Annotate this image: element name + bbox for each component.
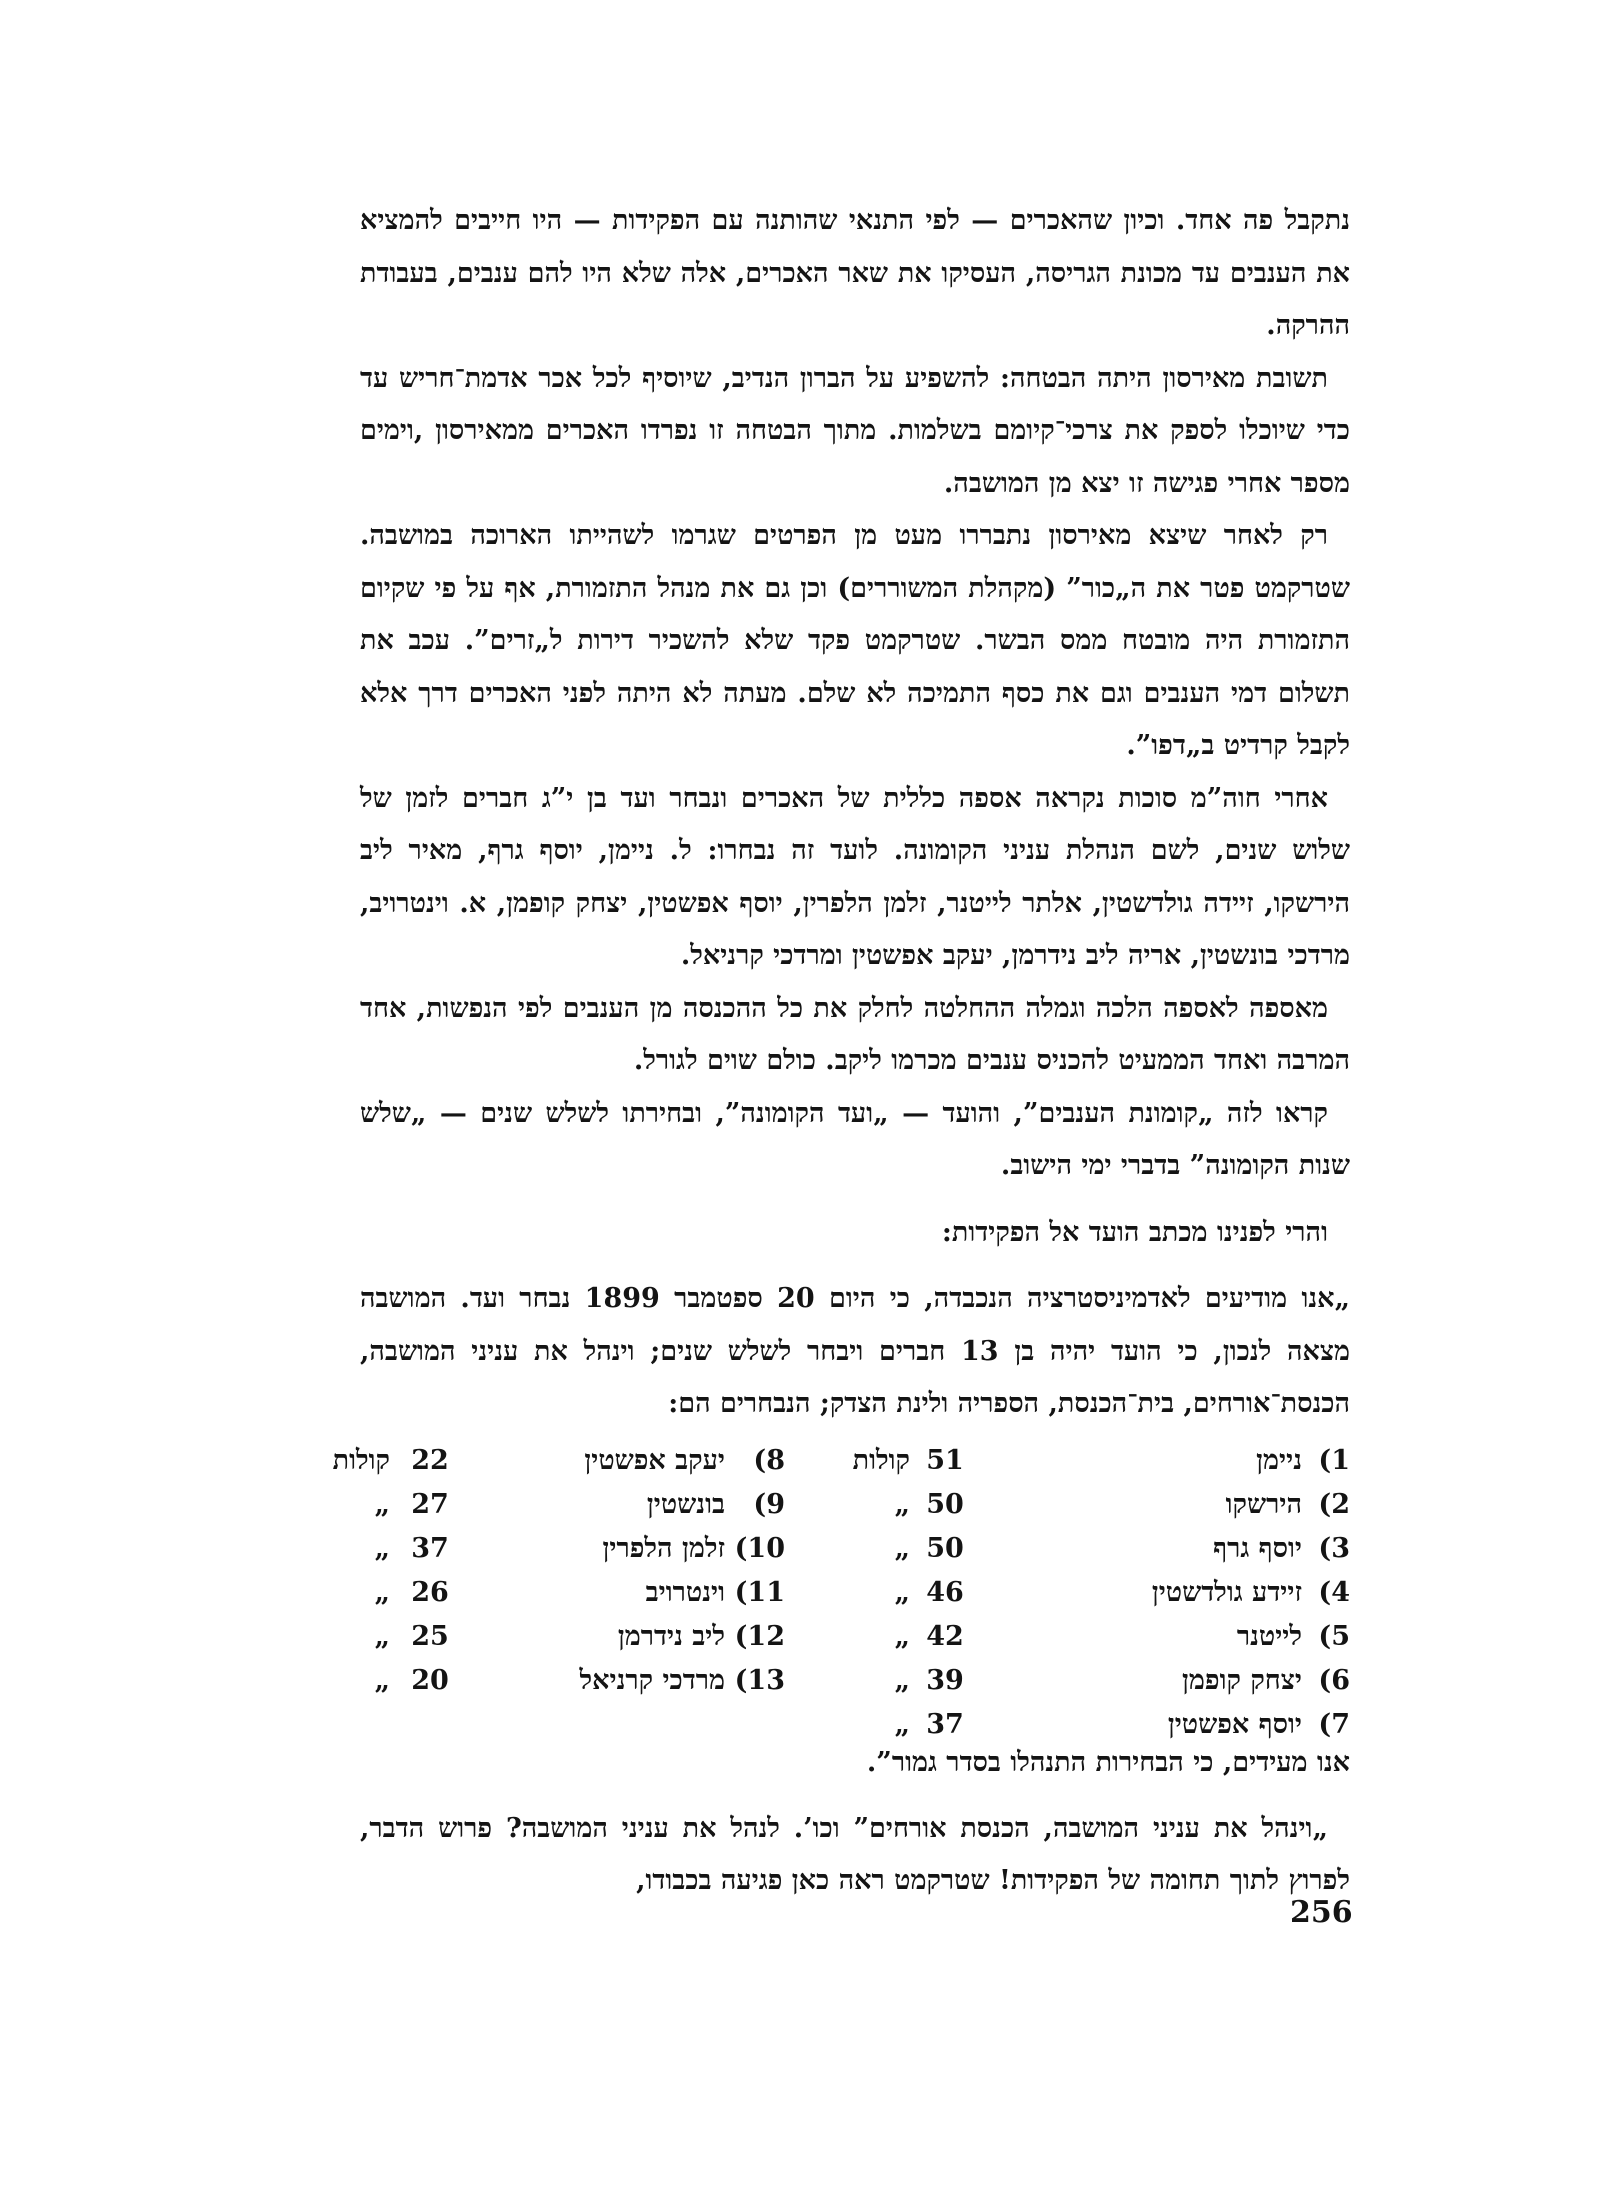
vote-count: 27: [411, 1488, 449, 1520]
ditto-mark: „: [894, 1488, 910, 1520]
paragraph-5: מאספה לאספה הלכה וגמלה ההחלטה לחלק את כל ההכנסה מן הענבים לפי הנפשות, אחד המרבה ואחד הממעיט להכניס ענבים מכרמו ליקב. כולם שוים לגורל.: [360, 992, 1350, 1076]
ditto-mark: „: [894, 1620, 910, 1652]
candidate-name: מרדכי קרניאל: [579, 1664, 725, 1696]
result-number: 6): [1318, 1664, 1350, 1696]
vote-count: 37: [926, 1708, 964, 1740]
result-number: 2): [1318, 1488, 1350, 1520]
candidate-name: זיידע גולדשטין: [1151, 1576, 1302, 1608]
ditto-mark: „: [894, 1708, 910, 1740]
paragraph-1: נתקבל פה אחד. וכיון שהאכרים — לפי התנאי שהותנה עם הפקידות — היו חייבים להמציא את הענבים עד מכונת הגריסה, העסיקו את שאר האכרים, אלה שלא היו להם ענבים, בעבודת ההרקה.: [360, 205, 1350, 341]
result-number: 13): [734, 1664, 785, 1696]
election-results: [332, 1435, 1350, 1785]
vote-count: 50: [926, 1488, 964, 1520]
result-number: 4): [1318, 1576, 1350, 1608]
votes-label: קולות: [332, 1444, 390, 1476]
ditto-mark: „: [374, 1488, 390, 1520]
ditto-mark: „: [374, 1576, 390, 1608]
ditto-mark: „: [374, 1532, 390, 1564]
ditto-mark: „: [374, 1664, 390, 1696]
result-number: 5): [1318, 1620, 1350, 1652]
page-number: 256: [1290, 1895, 1353, 1930]
candidate-name: יוסף אפשטין: [1167, 1708, 1302, 1740]
paragraph-2: תשובת מאירסון היתה הבטחה: להשפיע על הברון הנדיב, שיוסיף לכל אכר אדמת־חריש עד כדי שיוכלו לספק את צרכי־קיומם בשלמות. מתוך הבטחה זו נפרדו האכרים ממאירסון ,וימים מספר אחרי פגישה זו יצא מן המושבה.: [360, 362, 1350, 499]
vote-count: 50: [926, 1532, 964, 1564]
result-number: 3): [1318, 1532, 1350, 1564]
closing-line: אנו מעידים, כי הבחירות התנהלו בסדר גמור”.: [866, 1746, 1350, 1778]
paragraph-3: רק לאחר שיצא מאירסון נתבררו מעט מן הפרטים שגרמו לשהייתו הארוכה במושבה. שטרקמט פטר את ה„כור” (מקהלת המשוררים) וכן גם את מנהל התזמורת, אף על פי שקיום התזמורת היה מובטח ממס הבשר. שטרקמט פקד שלא להשכיר דירות ל„זרים”. עכב את תשלום דמי הענבים וגם את כסף התמיכה לא שלם. מעתה לא היתה לפני האכרים דרך אלא לקבל קרדיט ב„דפו”.: [360, 520, 1350, 761]
result-number: 11): [734, 1576, 785, 1608]
paragraph-6: קראו לזה „קומונת הענבים”, והועד — „ועד הקומונה”, ובחירתו לשלש שנים — „שלש שנות הקומונה” בדברי ימי הישוב.: [360, 1097, 1350, 1181]
result-number: 8): [753, 1444, 785, 1476]
result-number: 7): [1318, 1708, 1350, 1740]
letter-quote: „אנו מודיעים לאדמיניסטרציה הנכבדה, כי היום 20 ספטמבר 1899 נבחר ועד. המושבה מצאה לנכון, כי הועד יהיה בן 13 חברים ויבחר לשלש שנים; וינהל את עניני המושבה, הכנסת־אורחים, בית־הכנסת, הספריה ולינת הצדק; הנבחרים הם:: [360, 1283, 1351, 1419]
vote-count: 42: [926, 1620, 964, 1652]
candidate-name: ליב נידרמן: [617, 1620, 725, 1652]
vote-count: 20: [411, 1664, 449, 1696]
result-row: [360, 1567, 1350, 1611]
vote-count: 26: [411, 1576, 449, 1608]
final-paragraph: „וינהל את עניני המושבה, הכנסת אורחים” וכו’. לנהל את עניני המושבה? פרוש הדבר, לפרוץ לתוך תחומה של הפקידות! שטרקמט ראה כאן פגיעה בכבודו,: [360, 1812, 1350, 1896]
candidate-name: וינטרויב: [645, 1576, 725, 1608]
candidate-name: זלמן הלפרין: [602, 1532, 725, 1564]
votes-label: קולות: [852, 1444, 910, 1476]
vote-count: 37: [411, 1532, 449, 1564]
result-number: 9): [753, 1488, 785, 1520]
result-number: 10): [734, 1532, 785, 1564]
candidate-name: הירשקו: [1225, 1488, 1302, 1520]
vote-count: 46: [926, 1576, 964, 1608]
candidate-name: לייטנר: [1236, 1620, 1302, 1652]
result-row: [360, 1479, 1350, 1523]
ditto-mark: „: [374, 1620, 390, 1652]
page-body: [332, 195, 1351, 1908]
candidate-name: ניימן: [1256, 1444, 1302, 1476]
result-number: 12): [734, 1620, 785, 1652]
result-number: 1): [1318, 1444, 1350, 1476]
result-row: [332, 1435, 1350, 1479]
ditto-mark: „: [894, 1664, 910, 1696]
paragraph-4: אחרי חוה”מ סוכות נקראה אספה כללית של האכרים ונבחר ועד בן י”ג חברים לזמן של שלוש שנים, לשם הנהלת עניני הקומונה. לועד זה נבחרו: ל. ניימן, יוסף גרף, מאיר ליב הירשקו, זיידה גולדשטין, אלתר לייטנר, זלמן הלפרין, יוסף אפשטין, יצחק קופמן, א. וינטרויב, מרדכי בונשטין, אריה ליב נידרמן, יעקב אפשטין ומרדכי קרניאל.: [360, 782, 1350, 971]
ditto-mark: „: [894, 1532, 910, 1564]
candidate-name: יוסף גרף: [1213, 1532, 1302, 1564]
ditto-mark: „: [894, 1576, 910, 1608]
vote-count: 25: [411, 1620, 449, 1652]
vote-count: 39: [926, 1664, 964, 1696]
paragraph-7: והרי לפנינו מכתב הועד אל הפקידות:: [941, 1216, 1328, 1248]
candidate-name: בונשטין: [646, 1488, 725, 1520]
result-row: [360, 1611, 1350, 1655]
result-row: [360, 1655, 1350, 1699]
candidate-name: יעקב אפשטין: [584, 1444, 725, 1476]
candidate-name: יצחק קופמן: [1182, 1664, 1302, 1696]
vote-count: 51: [926, 1444, 964, 1476]
result-row: [360, 1523, 1350, 1567]
vote-count: 22: [411, 1444, 449, 1476]
